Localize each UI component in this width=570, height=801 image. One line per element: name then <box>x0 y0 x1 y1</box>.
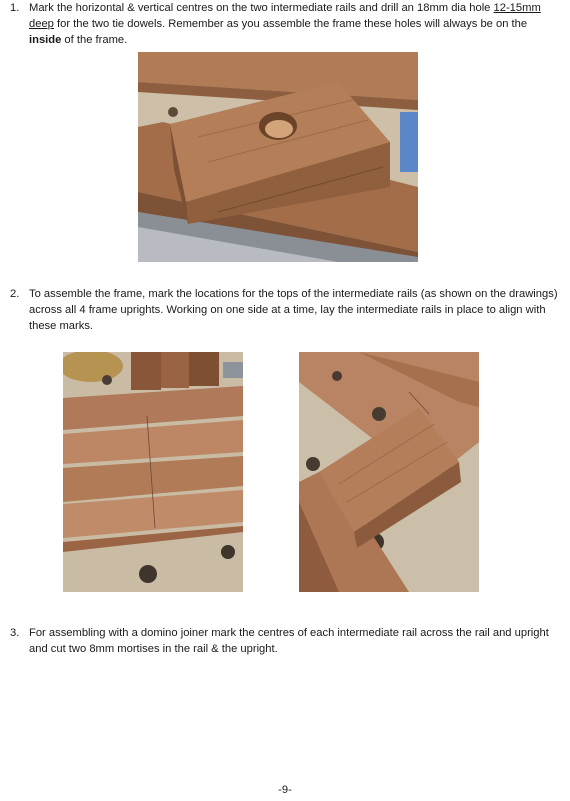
step-2-text: To assemble the frame, mark the locations for the tops of the intermediate rails (as shown on the drawings) across all 4 frame uprights. Working on one side at a time, lay the intermediate rails in place to align with these marks. <box>29 288 558 332</box>
page-number: -9- <box>278 784 292 796</box>
step-1 <box>10 0 558 48</box>
photo-drilled-rail <box>138 52 418 262</box>
step-1-text <box>29 0 558 48</box>
step-3-number: 3. <box>10 627 20 639</box>
photo-rails-marked <box>63 352 243 592</box>
step-1-bold: inside <box>29 34 62 46</box>
photo-rail-joint <box>299 352 479 592</box>
step-1-text-b: for the two tie dowels. Remember as you assemble the frame these holes will always be on the <box>53 18 528 30</box>
step-1-text-c: of the frame. <box>61 34 128 46</box>
step-3-text: For assembling with a domino joiner mark the centres of each intermediate rail across the rail and upright and cut two 8mm mortises in the rail & the upright. <box>29 627 549 655</box>
step-3 <box>10 625 558 657</box>
step-2 <box>10 286 558 334</box>
step-2-number: 2. <box>10 288 20 300</box>
step-1-underlined: 12-15mm deep <box>29 2 541 30</box>
step-1-number: 1. <box>10 2 20 14</box>
step-1-text-a: Mark the horizontal & vertical centres on the two intermediate rails and drill an 18mm dia hole <box>29 2 494 14</box>
